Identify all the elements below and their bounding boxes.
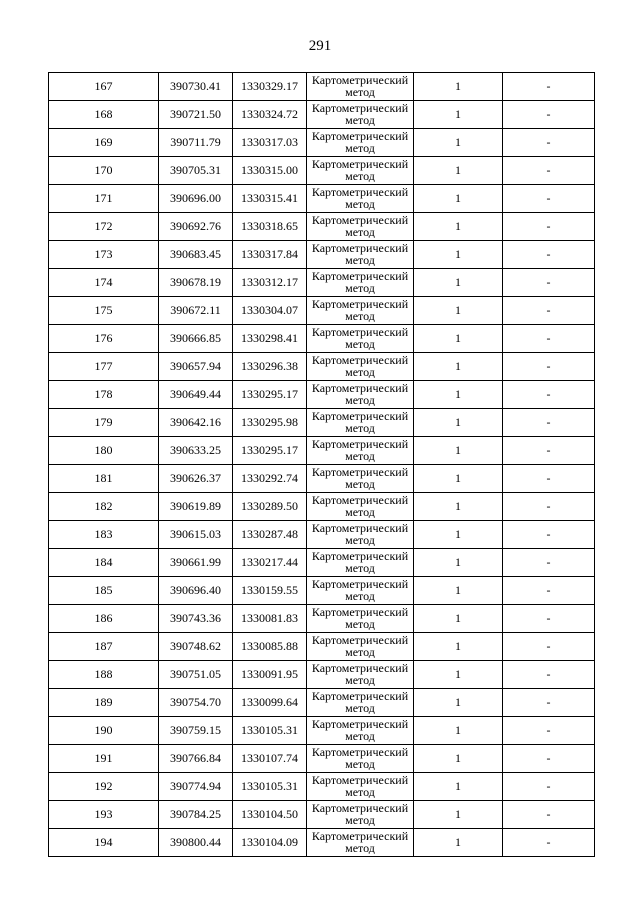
- table-row: [49, 213, 595, 241]
- method-text-line1: Картометрический: [311, 185, 409, 199]
- x-coordinate-cell: 390759.15: [159, 717, 233, 745]
- table-row: [49, 129, 595, 157]
- description-cell: -: [503, 381, 595, 409]
- table-row: [49, 773, 595, 801]
- method-cell: [307, 745, 414, 773]
- method-text-line2: метод: [345, 366, 375, 378]
- description-cell: -: [503, 437, 595, 465]
- method-text-line1: Картометрический: [311, 297, 409, 311]
- method-cell: [307, 437, 414, 465]
- method-cell: [307, 297, 414, 325]
- table-row: [49, 521, 595, 549]
- method-cell: [307, 605, 414, 633]
- method-text-line2: метод: [345, 646, 375, 658]
- x-coordinate-cell: 390633.25: [159, 437, 233, 465]
- accuracy-cell: 1: [414, 717, 503, 745]
- method-text-line1: Картометрический: [311, 157, 409, 171]
- y-coordinate-cell: 1330287.48: [233, 521, 307, 549]
- point-number-cell: 170: [49, 157, 159, 185]
- description-cell: -: [503, 213, 595, 241]
- method-cell: [307, 521, 414, 549]
- method-text-line2: метод: [345, 86, 375, 98]
- accuracy-cell: 1: [414, 269, 503, 297]
- table-row: [49, 73, 595, 101]
- x-coordinate-cell: 390657.94: [159, 353, 233, 381]
- accuracy-cell: 1: [414, 465, 503, 493]
- description-cell: -: [503, 633, 595, 661]
- accuracy-cell: 1: [414, 409, 503, 437]
- table-row: [49, 241, 595, 269]
- method-cell: [307, 353, 414, 381]
- y-coordinate-cell: 1330312.17: [233, 269, 307, 297]
- x-coordinate-cell: 390666.85: [159, 325, 233, 353]
- method-text-line2: метод: [345, 450, 375, 462]
- x-coordinate-cell: 390705.31: [159, 157, 233, 185]
- method-cell: [307, 493, 414, 521]
- method-text-line1: Картометрический: [311, 549, 409, 563]
- table-row: [49, 297, 595, 325]
- y-coordinate-cell: 1330298.41: [233, 325, 307, 353]
- description-cell: -: [503, 409, 595, 437]
- method-text-line1: Картометрический: [311, 409, 409, 423]
- table-row: [49, 605, 595, 633]
- method-cell: [307, 773, 414, 801]
- coordinates-table: [48, 72, 595, 857]
- y-coordinate-cell: 1330295.17: [233, 381, 307, 409]
- y-coordinate-cell: 1330081.83: [233, 605, 307, 633]
- accuracy-cell: 1: [414, 381, 503, 409]
- accuracy-cell: 1: [414, 185, 503, 213]
- description-cell: -: [503, 241, 595, 269]
- description-cell: -: [503, 577, 595, 605]
- description-cell: -: [503, 101, 595, 129]
- description-cell: -: [503, 717, 595, 745]
- description-cell: -: [503, 73, 595, 101]
- y-coordinate-cell: 1330159.55: [233, 577, 307, 605]
- method-text-line2: метод: [345, 562, 375, 574]
- method-text-line1: Картометрический: [311, 493, 409, 507]
- table-row: [49, 549, 595, 577]
- table-row: [49, 269, 595, 297]
- method-text-line1: Картометрический: [311, 689, 409, 703]
- method-text-line1: Картометрический: [311, 661, 409, 675]
- point-number-cell: 189: [49, 689, 159, 717]
- table-row: [49, 465, 595, 493]
- method-text-line2: метод: [345, 730, 375, 742]
- accuracy-cell: 1: [414, 605, 503, 633]
- method-cell: [307, 689, 414, 717]
- table-row: [49, 101, 595, 129]
- method-text-line1: Картометрический: [311, 745, 409, 759]
- table-row: [49, 633, 595, 661]
- method-text-line1: Картометрический: [311, 101, 409, 115]
- y-coordinate-cell: 1330289.50: [233, 493, 307, 521]
- y-coordinate-cell: 1330324.72: [233, 101, 307, 129]
- point-number-cell: 185: [49, 577, 159, 605]
- method-text-line1: Картометрический: [311, 801, 409, 815]
- table-row: [49, 381, 595, 409]
- method-text-line2: метод: [345, 282, 375, 294]
- description-cell: -: [503, 745, 595, 773]
- x-coordinate-cell: 390784.25: [159, 801, 233, 829]
- accuracy-cell: 1: [414, 297, 503, 325]
- method-text-line2: метод: [345, 814, 375, 826]
- x-coordinate-cell: 390696.40: [159, 577, 233, 605]
- table-row: [49, 157, 595, 185]
- method-text-line2: метод: [345, 170, 375, 182]
- accuracy-cell: 1: [414, 241, 503, 269]
- point-number-cell: 175: [49, 297, 159, 325]
- method-text-line2: метод: [345, 422, 375, 434]
- method-text-line1: Картометрический: [311, 829, 409, 843]
- point-number-cell: 171: [49, 185, 159, 213]
- point-number-cell: 172: [49, 213, 159, 241]
- table-row: [49, 437, 595, 465]
- x-coordinate-cell: 390615.03: [159, 521, 233, 549]
- accuracy-cell: 1: [414, 801, 503, 829]
- method-cell: [307, 717, 414, 745]
- point-number-cell: 181: [49, 465, 159, 493]
- method-cell: [307, 661, 414, 689]
- method-text-line2: метод: [345, 394, 375, 406]
- description-cell: -: [503, 801, 595, 829]
- y-coordinate-cell: 1330295.17: [233, 437, 307, 465]
- accuracy-cell: 1: [414, 325, 503, 353]
- y-coordinate-cell: 1330099.64: [233, 689, 307, 717]
- method-text-line1: Картометрический: [311, 521, 409, 535]
- method-text-line1: Картометрический: [311, 605, 409, 619]
- method-cell: [307, 381, 414, 409]
- description-cell: -: [503, 773, 595, 801]
- method-text-line2: метод: [345, 534, 375, 546]
- x-coordinate-cell: 390743.36: [159, 605, 233, 633]
- accuracy-cell: 1: [414, 157, 503, 185]
- accuracy-cell: 1: [414, 689, 503, 717]
- description-cell: -: [503, 157, 595, 185]
- method-text-line2: метод: [345, 786, 375, 798]
- method-text-line2: метод: [345, 758, 375, 770]
- method-cell: [307, 185, 414, 213]
- table-row: [49, 717, 595, 745]
- y-coordinate-cell: 1330085.88: [233, 633, 307, 661]
- point-number-cell: 186: [49, 605, 159, 633]
- accuracy-cell: 1: [414, 493, 503, 521]
- point-number-cell: 167: [49, 73, 159, 101]
- y-coordinate-cell: 1330104.09: [233, 829, 307, 857]
- point-number-cell: 168: [49, 101, 159, 129]
- method-text-line2: метод: [345, 254, 375, 266]
- accuracy-cell: 1: [414, 829, 503, 857]
- point-number-cell: 182: [49, 493, 159, 521]
- method-cell: [307, 157, 414, 185]
- method-text-line2: метод: [345, 842, 375, 854]
- point-number-cell: 169: [49, 129, 159, 157]
- method-text-line1: Картометрический: [311, 73, 409, 87]
- point-number-cell: 194: [49, 829, 159, 857]
- point-number-cell: 174: [49, 269, 159, 297]
- table-row: [49, 689, 595, 717]
- method-cell: [307, 577, 414, 605]
- x-coordinate-cell: 390678.19: [159, 269, 233, 297]
- x-coordinate-cell: 390766.84: [159, 745, 233, 773]
- method-text-line2: метод: [345, 338, 375, 350]
- method-cell: [307, 633, 414, 661]
- description-cell: -: [503, 465, 595, 493]
- y-coordinate-cell: 1330292.74: [233, 465, 307, 493]
- description-cell: -: [503, 549, 595, 577]
- description-cell: -: [503, 353, 595, 381]
- x-coordinate-cell: 390774.94: [159, 773, 233, 801]
- y-coordinate-cell: 1330315.00: [233, 157, 307, 185]
- point-number-cell: 178: [49, 381, 159, 409]
- method-text-line2: метод: [345, 198, 375, 210]
- x-coordinate-cell: 390649.44: [159, 381, 233, 409]
- method-text-line1: Картометрический: [311, 353, 409, 367]
- x-coordinate-cell: 390626.37: [159, 465, 233, 493]
- method-text-line2: метод: [345, 226, 375, 238]
- method-text-line1: Картометрический: [311, 325, 409, 339]
- method-text-line2: метод: [345, 674, 375, 686]
- x-coordinate-cell: 390751.05: [159, 661, 233, 689]
- x-coordinate-cell: 390619.89: [159, 493, 233, 521]
- method-cell: [307, 101, 414, 129]
- table-row: [49, 353, 595, 381]
- accuracy-cell: 1: [414, 213, 503, 241]
- x-coordinate-cell: 390800.44: [159, 829, 233, 857]
- method-text-line1: Картометрический: [311, 465, 409, 479]
- y-coordinate-cell: 1330217.44: [233, 549, 307, 577]
- method-text-line1: Картометрический: [311, 213, 409, 227]
- method-text-line1: Картометрический: [311, 773, 409, 787]
- point-number-cell: 187: [49, 633, 159, 661]
- accuracy-cell: 1: [414, 129, 503, 157]
- method-text-line2: метод: [345, 310, 375, 322]
- y-coordinate-cell: 1330317.03: [233, 129, 307, 157]
- table-row: [49, 185, 595, 213]
- method-cell: [307, 829, 414, 857]
- y-coordinate-cell: 1330091.95: [233, 661, 307, 689]
- method-cell: [307, 325, 414, 353]
- y-coordinate-cell: 1330107.74: [233, 745, 307, 773]
- method-cell: [307, 241, 414, 269]
- y-coordinate-cell: 1330329.17: [233, 73, 307, 101]
- method-cell: [307, 801, 414, 829]
- y-coordinate-cell: 1330317.84: [233, 241, 307, 269]
- y-coordinate-cell: 1330104.50: [233, 801, 307, 829]
- x-coordinate-cell: 390661.99: [159, 549, 233, 577]
- x-coordinate-cell: 390692.76: [159, 213, 233, 241]
- method-text-line1: Картометрический: [311, 269, 409, 283]
- x-coordinate-cell: 390730.41: [159, 73, 233, 101]
- table-row: [49, 661, 595, 689]
- x-coordinate-cell: 390696.00: [159, 185, 233, 213]
- point-number-cell: 179: [49, 409, 159, 437]
- method-cell: [307, 465, 414, 493]
- point-number-cell: 184: [49, 549, 159, 577]
- page-number: 291: [308, 38, 332, 54]
- y-coordinate-cell: 1330105.31: [233, 773, 307, 801]
- description-cell: -: [503, 661, 595, 689]
- point-number-cell: 177: [49, 353, 159, 381]
- table-body: [49, 73, 595, 857]
- table-row: [49, 829, 595, 857]
- description-cell: -: [503, 829, 595, 857]
- table-row: [49, 745, 595, 773]
- point-number-cell: 183: [49, 521, 159, 549]
- method-text-line1: Картометрический: [311, 717, 409, 731]
- table-row: [49, 801, 595, 829]
- table-row: [49, 409, 595, 437]
- method-cell: [307, 129, 414, 157]
- table-row: [49, 577, 595, 605]
- method-cell: [307, 73, 414, 101]
- accuracy-cell: 1: [414, 773, 503, 801]
- accuracy-cell: 1: [414, 101, 503, 129]
- y-coordinate-cell: 1330318.65: [233, 213, 307, 241]
- accuracy-cell: 1: [414, 353, 503, 381]
- description-cell: -: [503, 521, 595, 549]
- y-coordinate-cell: 1330304.07: [233, 297, 307, 325]
- accuracy-cell: 1: [414, 745, 503, 773]
- x-coordinate-cell: 390721.50: [159, 101, 233, 129]
- accuracy-cell: 1: [414, 661, 503, 689]
- point-number-cell: 176: [49, 325, 159, 353]
- description-cell: -: [503, 129, 595, 157]
- x-coordinate-cell: 390748.62: [159, 633, 233, 661]
- y-coordinate-cell: 1330315.41: [233, 185, 307, 213]
- point-number-cell: 191: [49, 745, 159, 773]
- accuracy-cell: 1: [414, 521, 503, 549]
- accuracy-cell: 1: [414, 437, 503, 465]
- method-text-line2: метод: [345, 142, 375, 154]
- y-coordinate-cell: 1330296.38: [233, 353, 307, 381]
- description-cell: -: [503, 605, 595, 633]
- method-text-line2: метод: [345, 702, 375, 714]
- method-text-line1: Картометрический: [311, 633, 409, 647]
- x-coordinate-cell: 390711.79: [159, 129, 233, 157]
- method-cell: [307, 269, 414, 297]
- x-coordinate-cell: 390754.70: [159, 689, 233, 717]
- method-text-line2: метод: [345, 114, 375, 126]
- description-cell: -: [503, 325, 595, 353]
- method-cell: [307, 409, 414, 437]
- method-text-line1: Картометрический: [311, 577, 409, 591]
- y-coordinate-cell: 1330295.98: [233, 409, 307, 437]
- accuracy-cell: 1: [414, 633, 503, 661]
- description-cell: -: [503, 269, 595, 297]
- x-coordinate-cell: 390672.11: [159, 297, 233, 325]
- method-text-line1: Картометрический: [311, 129, 409, 143]
- description-cell: -: [503, 297, 595, 325]
- table-row: [49, 493, 595, 521]
- x-coordinate-cell: 390683.45: [159, 241, 233, 269]
- method-text-line1: Картометрический: [311, 437, 409, 451]
- point-number-cell: 180: [49, 437, 159, 465]
- method-text-line2: метод: [345, 506, 375, 518]
- method-text-line2: метод: [345, 478, 375, 490]
- point-number-cell: 190: [49, 717, 159, 745]
- point-number-cell: 193: [49, 801, 159, 829]
- description-cell: -: [503, 493, 595, 521]
- method-cell: [307, 213, 414, 241]
- x-coordinate-cell: 390642.16: [159, 409, 233, 437]
- accuracy-cell: 1: [414, 73, 503, 101]
- method-text-line1: Картометрический: [311, 381, 409, 395]
- point-number-cell: 173: [49, 241, 159, 269]
- point-number-cell: 192: [49, 773, 159, 801]
- accuracy-cell: 1: [414, 577, 503, 605]
- accuracy-cell: 1: [414, 549, 503, 577]
- method-cell: [307, 549, 414, 577]
- description-cell: -: [503, 689, 595, 717]
- table-row: [49, 325, 595, 353]
- method-text-line2: метод: [345, 618, 375, 630]
- point-number-cell: 188: [49, 661, 159, 689]
- y-coordinate-cell: 1330105.31: [233, 717, 307, 745]
- method-text-line2: метод: [345, 590, 375, 602]
- method-text-line1: Картометрический: [311, 241, 409, 255]
- description-cell: -: [503, 185, 595, 213]
